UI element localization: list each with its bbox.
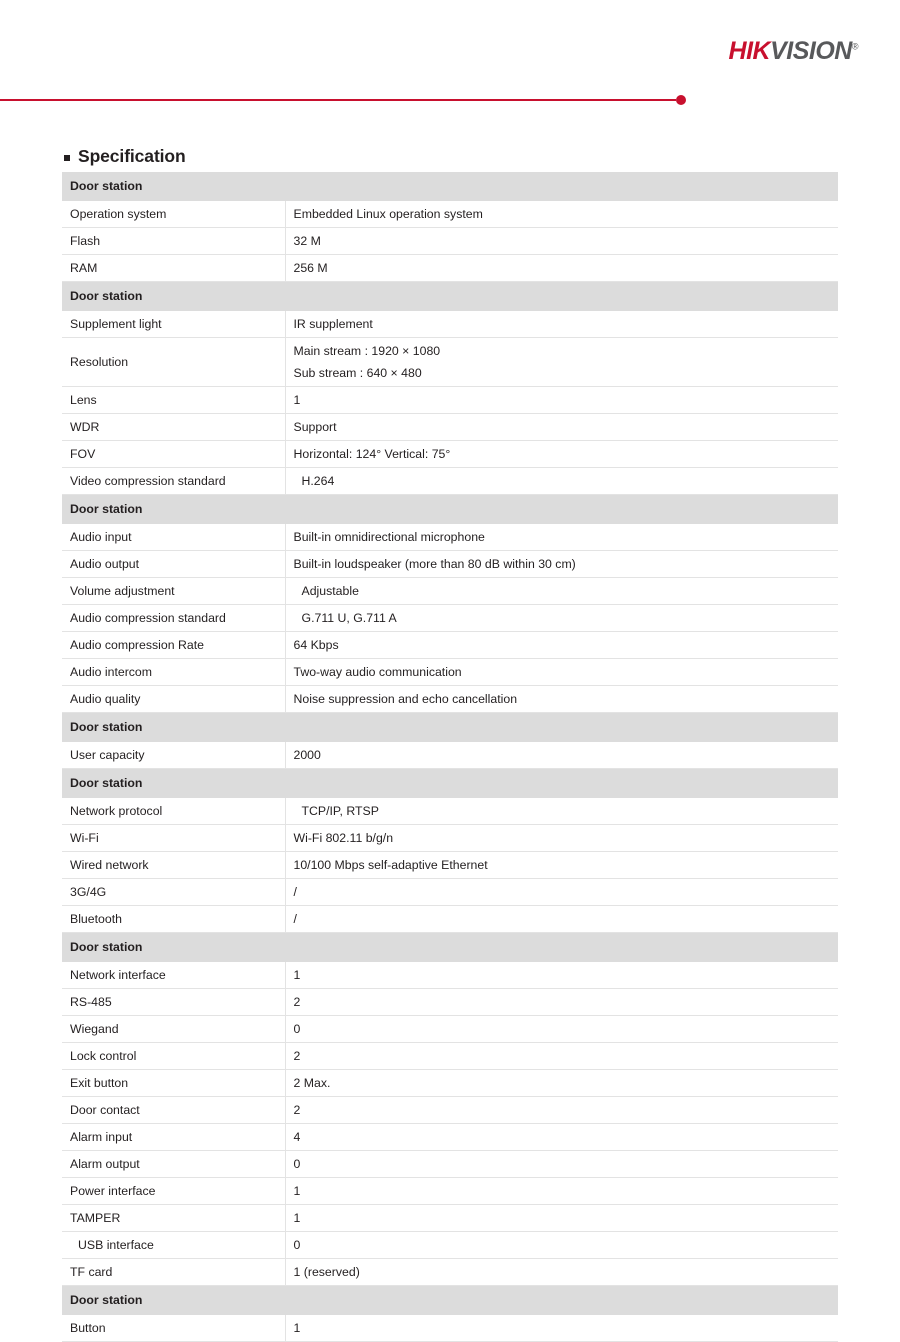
table-cell-value: IR supplement [285,311,838,338]
table-cell-value: 2 [285,1043,838,1070]
table-cell-label: Door contact [62,1097,285,1124]
table-row [62,798,838,825]
table-cell-label: Flash [62,228,285,255]
table-cell-label: 3G/4G [62,879,285,906]
table-cell-value: 64 Kbps [285,632,838,659]
table-cell-value: 2 [285,1097,838,1124]
table-row [62,255,838,282]
table-row [62,1178,838,1205]
table-row [62,1151,838,1178]
table-section-header-label: Door station [62,933,838,962]
table-cell-label: Alarm output [62,1151,285,1178]
table-cell-label: Resolution [62,338,285,387]
specification-table-body [62,172,838,1342]
table-row [62,468,838,495]
table-cell-value: Embedded Linux operation system [285,201,838,228]
table-section-header-row [62,769,838,798]
table-cell-value: Two-way audio communication [285,659,838,686]
table-row [62,825,838,852]
table-section-header-row [62,495,838,524]
table-cell-label: User capacity [62,742,285,769]
table-row [62,1016,838,1043]
table-row [62,524,838,551]
table-row [62,742,838,769]
table-cell-value: 256 M [285,255,838,282]
table-row [62,1043,838,1070]
table-cell-value: 10/100 Mbps self-adaptive Ethernet [285,852,838,879]
header-rule-dot-icon [676,95,686,105]
table-cell-value: Wi-Fi 802.11 b/g/n [285,825,838,852]
table-row [62,338,838,387]
square-bullet-icon [64,155,70,161]
table-cell-label: Audio output [62,551,285,578]
table-cell-label: WDR [62,414,285,441]
table-cell-label: Wired network [62,852,285,879]
table-section-header-label: Door station [62,713,838,742]
table-section-header-row [62,1286,838,1315]
table-cell-value: / [285,879,838,906]
table-row [62,632,838,659]
table-section-header-label: Door station [62,172,838,201]
table-row [62,962,838,989]
table-row [62,228,838,255]
table-row [62,1259,838,1286]
table-cell-value: Horizontal: 124° Vertical: 75° [285,441,838,468]
table-cell-value: 0 [285,1016,838,1043]
specification-table [62,172,838,1342]
table-cell-value: TCP/IP, RTSP [285,798,838,825]
table-cell-value: 0 [285,1232,838,1259]
table-cell-value: H.264 [285,468,838,495]
table-cell-label: Volume adjustment [62,578,285,605]
table-cell-value: 32 M [285,228,838,255]
table-row [62,879,838,906]
table-section-header-label: Door station [62,1286,838,1315]
table-cell-value: Built-in omnidirectional microphone [285,524,838,551]
table-cell-label: Audio input [62,524,285,551]
table-row [62,1205,838,1232]
table-section-header-row [62,933,838,962]
page-header [0,0,900,120]
table-section-header-row [62,172,838,201]
table-row [62,605,838,632]
table-row [62,1097,838,1124]
table-cell-value: Adjustable [285,578,838,605]
table-row [62,906,838,933]
table-cell-label: Button [62,1315,285,1342]
table-cell-value: 1 [285,1315,838,1342]
table-cell-label: FOV [62,441,285,468]
table-cell-label: Audio compression standard [62,605,285,632]
table-row [62,1232,838,1259]
table-section-header-label: Door station [62,769,838,798]
table-row [62,311,838,338]
table-cell-value: 1 [285,387,838,414]
hikvision-logo [729,39,858,64]
table-cell-label: Audio compression Rate [62,632,285,659]
table-row [62,414,838,441]
table-row [62,1124,838,1151]
table-cell-label: Bluetooth [62,906,285,933]
logo-text-hik: HIK [728,37,771,65]
table-cell-label: Video compression standard [62,468,285,495]
table-cell-label: Wi-Fi [62,825,285,852]
table-row [62,852,838,879]
table-cell-value: 2000 [285,742,838,769]
table-section-header-row [62,282,838,311]
table-cell-label: Operation system [62,201,285,228]
table-cell-value: Support [285,414,838,441]
table-section-header-label: Door station [62,495,838,524]
table-row [62,441,838,468]
table-section-header-row [62,713,838,742]
table-cell-label: RAM [62,255,285,282]
table-cell-value: 1 [285,962,838,989]
table-cell-value: 1 [285,1205,838,1232]
table-cell-value: Built-in loudspeaker (more than 80 dB within 30 cm) [285,551,838,578]
table-cell-value: Noise suppression and echo cancellation [285,686,838,713]
table-cell-value: / [285,906,838,933]
table-row [62,686,838,713]
table-cell-value: 1 [285,1178,838,1205]
table-cell-label: Audio intercom [62,659,285,686]
table-cell-label: Network interface [62,962,285,989]
table-row [62,1070,838,1097]
table-row [62,989,838,1016]
header-divider-rule [0,99,676,101]
table-cell-label: Alarm input [62,1124,285,1151]
logo-text-vision: VISION [770,37,852,65]
table-cell-value: 1 (reserved) [285,1259,838,1286]
table-cell-label: Audio quality [62,686,285,713]
registered-trademark-icon: ® [851,41,858,52]
table-section-header-label: Door station [62,282,838,311]
table-cell-value [285,338,838,387]
table-cell-label: RS-485 [62,989,285,1016]
table-cell-value: G.711 U, G.711 A [285,605,838,632]
table-cell-value: 2 Max. [285,1070,838,1097]
table-row [62,387,838,414]
table-cell-label: TF card [62,1259,285,1286]
table-cell-label: Lens [62,387,285,414]
table-row [62,578,838,605]
table-cell-label: Exit button [62,1070,285,1097]
table-cell-label: USB interface [62,1232,285,1259]
table-row [62,1315,838,1342]
table-cell-label: Lock control [62,1043,285,1070]
table-cell-label: Supplement light [62,311,285,338]
table-row [62,659,838,686]
table-cell-value: 4 [285,1124,838,1151]
page-title-label: Specification [78,146,186,166]
table-row [62,551,838,578]
page-title [64,148,186,166]
table-cell-value-line: Main stream : 1920 × 1080 [293,344,441,358]
table-cell-label: Network protocol [62,798,285,825]
table-cell-label: Power interface [62,1178,285,1205]
table-cell-value: 0 [285,1151,838,1178]
table-cell-label: Wiegand [62,1016,285,1043]
table-cell-label: TAMPER [62,1205,285,1232]
table-cell-value: 2 [285,989,838,1016]
table-row [62,201,838,228]
table-cell-value-line: Sub stream : 640 × 480 [293,366,422,380]
